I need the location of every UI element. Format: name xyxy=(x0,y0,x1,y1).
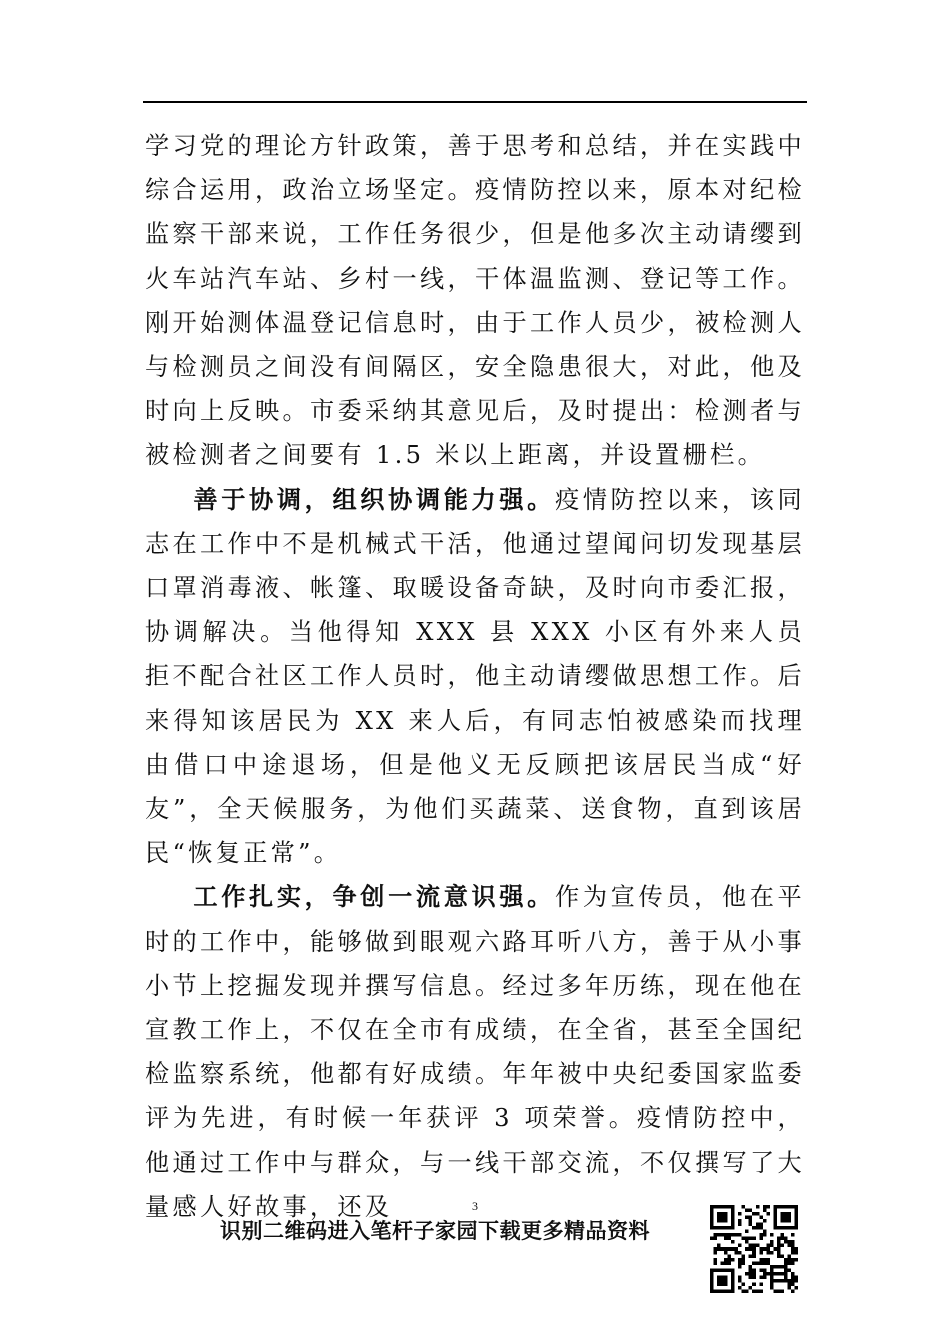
header-rule xyxy=(143,101,807,103)
paragraph-3 xyxy=(145,875,805,1229)
paragraph-2-lead: 善于协调，组织协调能力强。 xyxy=(193,484,555,514)
body-text xyxy=(145,124,805,1229)
footer-promo-text: 识别二维码进入笔杆子家园下载更多精品资料 xyxy=(220,1220,650,1243)
paragraph-1 xyxy=(145,124,805,478)
paragraph-1-text: 学习党的理论方针政策，善于思考和总结，并在实践中综合运用，政治立场坚定。疫情防控以来，原本对纪检监察干部来说，工作任务很少，但是他多次主动请缨到火车站汽车站、乡村一线，干体温监测、登记等工作。刚开始测体温登记信息时，由于工作人员少，被检测人与检测员之间没有间隔区，安全隐患很大，对此，他及时向上反映。市委采纳其意见后，及时提出：检测者与被检测者之间要有 1.5 米以上距离，并设置栅栏。 xyxy=(145,132,805,470)
page-number: 3 xyxy=(472,1199,478,1213)
paragraph-3-text: 作为宣传员，他在平时的工作中，能够做到眼观六路耳听八方，善于从小事小节上挖掘发现并撰写信息。经过多年历练，现在他在宣教工作上，不仅在全市有成绩，在全省，甚至全国纪检监察系统，他都有好成绩。年年被中央纪委国家监委评为先进，有时候一年获评 3 项荣誉。疫情防控中，他通过工作中与群众，与一线干部交流，不仅撰写了大量感人好故事，还及 xyxy=(145,883,806,1221)
qr-code-icon[interactable] xyxy=(710,1205,798,1293)
paragraph-2 xyxy=(145,478,805,876)
paragraph-3-lead: 工作扎实，争创一流意识强。 xyxy=(193,882,555,912)
paragraph-2-text: 疫情防控以来，该同志在工作中不是机械式干活，他通过望闻问切发现基层口罩消毒液、帐篷、取暖设备奇缺，及时向市委汇报，协调解决。当他得知 XXX 县 XXX 小区有外来人员拒不配合社区工作人员时，他主动请缨做思想工作。后来得知该居民为 XX 来人后，有同志怕被感染而找理由借口中途退场，但是他义无反顾把该居民当成“好友”，全天候服务，为他们买蔬菜、送食物，直到该居民“恢复正常”。 xyxy=(145,485,806,868)
